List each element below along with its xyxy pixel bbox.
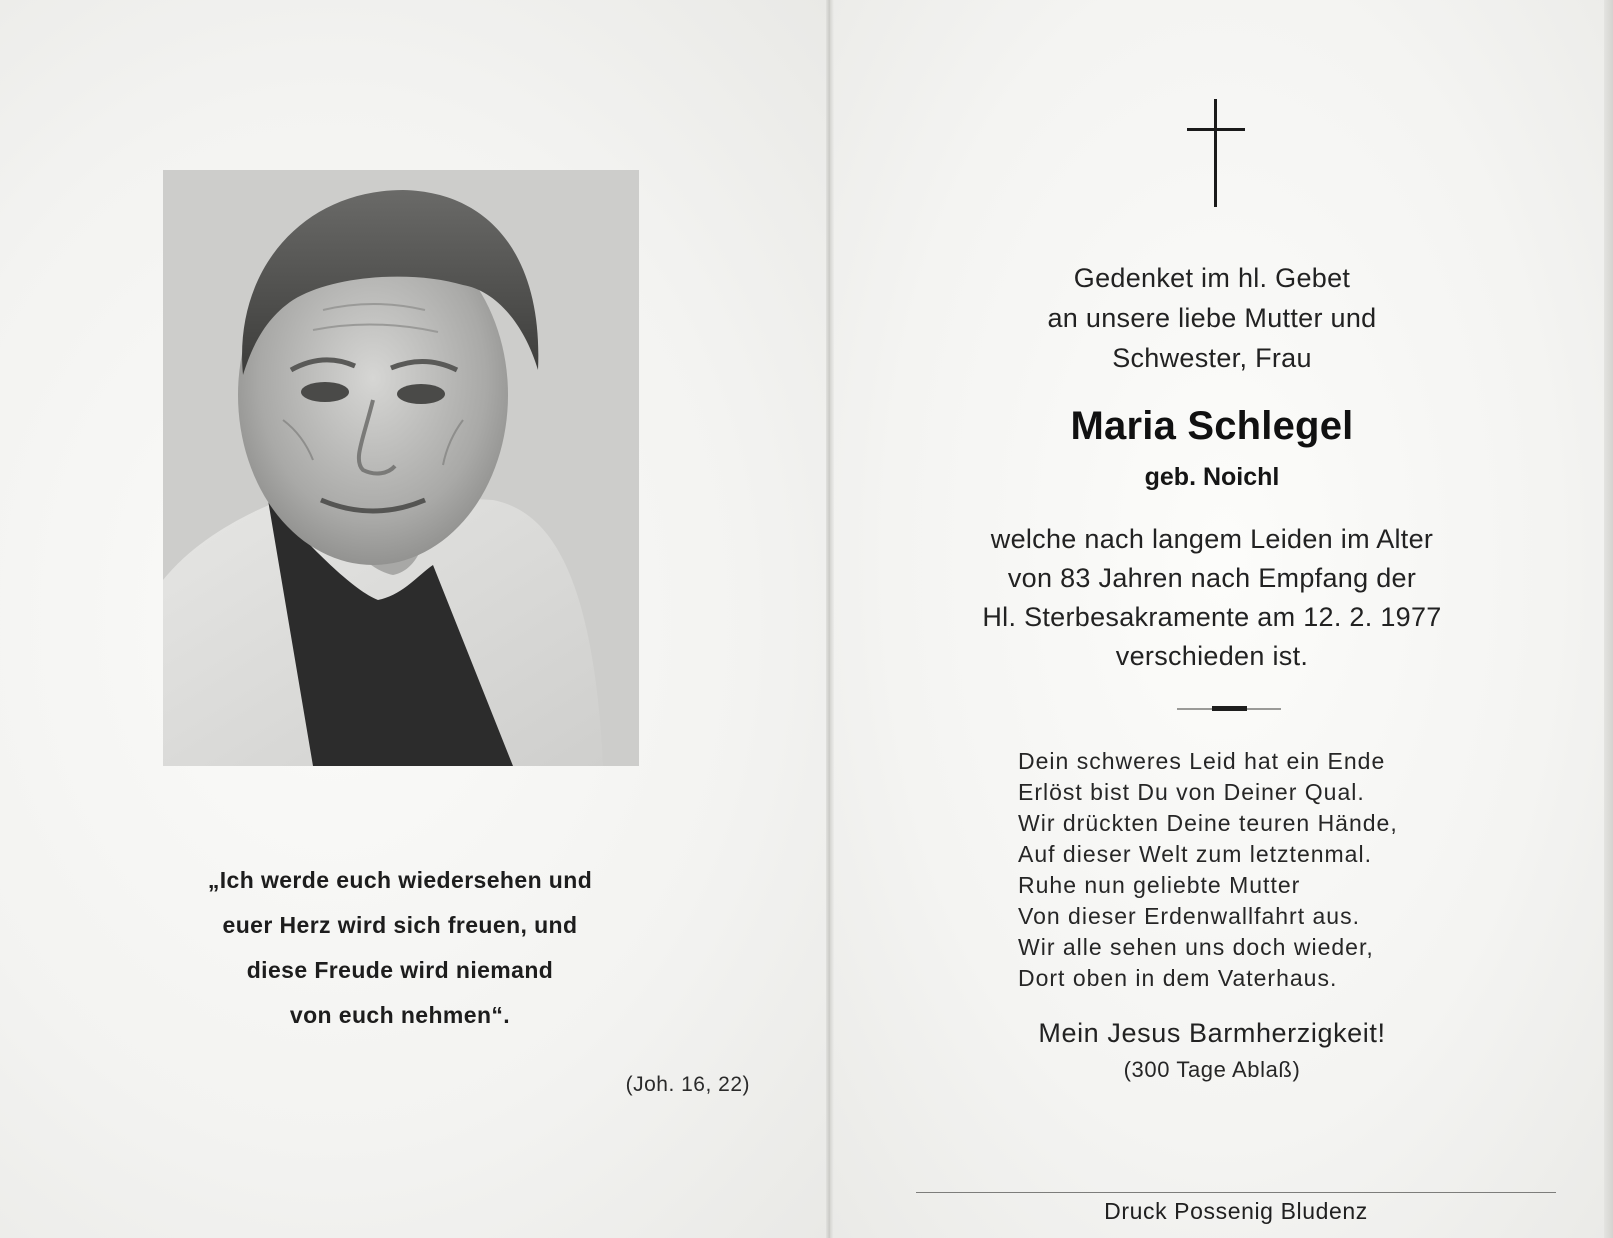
notice-line: welche nach langem Leiden im Alter: [990, 524, 1434, 554]
quote-line: diese Freude wird niemand: [246, 957, 554, 983]
quote-citation: (Joh. 16, 22): [625, 1073, 750, 1096]
card-edge: [1604, 0, 1613, 1238]
footer-rule: [916, 1192, 1556, 1193]
poem-line: Dein schweres Leid hat ein Ende: [1018, 748, 1386, 774]
card-fold: [826, 0, 834, 1238]
poem-line: Wir drückten Deine teuren Hände,: [1018, 810, 1398, 836]
memorial-intro: [932, 258, 1492, 378]
portrait-photo: [163, 170, 639, 766]
poem-line: Auf dieser Welt zum letztenmal.: [1018, 841, 1372, 867]
intro-line: an unsere liebe Mutter und: [1047, 303, 1377, 333]
poem-line: Ruhe nun geliebte Mutter: [1018, 872, 1301, 898]
poem-line: Erlöst bist Du von Deiner Qual.: [1018, 779, 1365, 805]
poem-line: Dort oben in dem Vaterhaus.: [1018, 965, 1338, 991]
intro-line: Gedenket im hl. Gebet: [1073, 263, 1351, 293]
quote-line: von euch nehmen“.: [289, 1002, 511, 1028]
cross-icon: [1187, 99, 1245, 207]
closing-prayer: Mein Jesus Barmherzigkeit!: [1038, 1018, 1386, 1048]
maiden-name: geb. Noichl: [1144, 463, 1280, 491]
notice-line: Hl. Sterbesakramente am 12. 2. 1977: [982, 602, 1442, 632]
intro-line: Schwester, Frau: [1112, 343, 1312, 373]
bible-quote: [160, 858, 640, 1038]
indulgence-note: (300 Tage Ablaß): [1123, 1057, 1301, 1082]
death-notice: [932, 520, 1492, 676]
memorial-poem: [1018, 746, 1488, 994]
poem-line: Von dieser Erdenwallfahrt aus.: [1018, 903, 1360, 929]
left-eye: [301, 382, 349, 402]
right-eye: [397, 384, 445, 404]
divider-mark: [1212, 706, 1247, 711]
printer-credit: Druck Possenig Bludenz: [1104, 1198, 1368, 1224]
portrait-illustration: [163, 170, 639, 766]
quote-line: euer Herz wird sich freuen, und: [222, 912, 578, 938]
poem-line: Wir alle sehen uns doch wieder,: [1018, 934, 1374, 960]
quote-line: „Ich werde euch wiedersehen und: [207, 867, 593, 893]
deceased-name: Maria Schlegel: [1070, 404, 1354, 448]
notice-line: verschieden ist.: [1115, 641, 1309, 671]
notice-line: von 83 Jahren nach Empfang der: [1007, 563, 1417, 593]
